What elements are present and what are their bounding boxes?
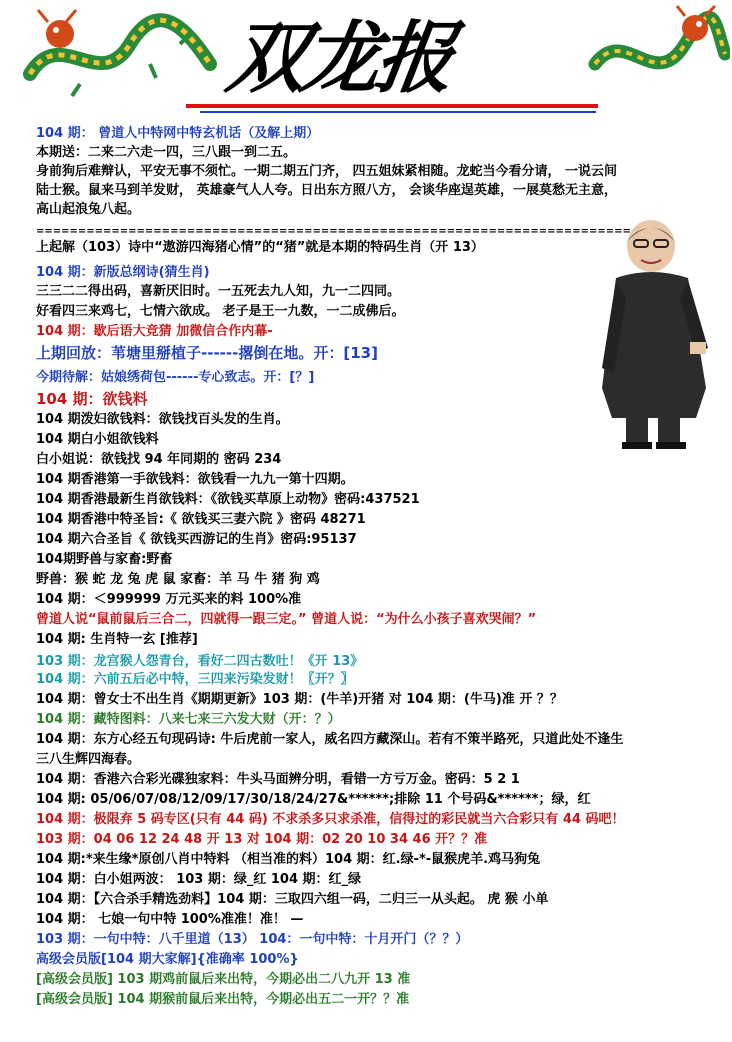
header-banner: [0, 0, 732, 120]
text-line: 好看四三来鸡七，七情六欲成。 老子是王一九数，一二成佛后。: [36, 304, 405, 319]
text-line: 104 期六合圣旨《 欲钱买西游记的生肖》密码:95137: [36, 532, 357, 547]
text-line: 104 期泼妇欲钱料：欲钱找百头发的生肖。: [36, 412, 289, 427]
text-line: [高级会员版] 104 期猴前鼠后来出特，今期必出五二一开？？准: [36, 992, 410, 1007]
text-line: 104 期：欲钱料: [36, 390, 148, 408]
dragon-right-icon: [585, 4, 730, 104]
text-line: 104 期：新版总纲诗(猜生肖): [36, 265, 210, 280]
text-line: 104 期香港最新生肖欲钱料：《欲钱买草原上动物》密码:437521: [36, 492, 420, 507]
man-figure-icon: [596, 218, 726, 450]
separator: =======================================================================: [36, 226, 631, 237]
text-line: 104 期：【六合杀手精选劲料】104 期：三取四六组一码，二归三一从头起。 虎 猴 小单: [36, 892, 549, 907]
text-line: 三三二二得出码，喜新厌旧时。一五死去九人知，九一二四同。: [36, 284, 401, 299]
page-title: 双龙报: [221, 13, 457, 104]
text-line: 本期送：二来二六走一四，三八跟一到二五。: [36, 145, 297, 160]
text-line: 104 期：东方心经五句现码诗: 牛后虎前一家人，威名四方藏深山。若有不策半路死，只道此处不逢生: [36, 732, 624, 747]
text-line: 白小姐说：欲钱找 94 年同期的 密码 234: [36, 452, 282, 467]
text-line: 104期野兽与家畜:野畜: [36, 552, 173, 567]
text-line: 103 期：04 06 12 24 48 开 13 对 104 期：02 20 10 34 46 开？？准: [36, 832, 488, 847]
title-underline-2: [200, 111, 596, 113]
text-line: 今期待解：姑娘绣荷包------专心致志。开：[？]: [36, 370, 315, 385]
text-line: 104 期：曾女士不出生肖《期期更新》103 期：(牛羊)开猪 对 104 期：(牛马)准 开 ？？: [36, 692, 563, 707]
text-line: 104 期：极限弃 5 码专区(只有 44 码) 不求杀多只求杀准，信得过的彩民就当六合彩只有 44 码吧！: [36, 812, 625, 827]
text-line: 高山起浪兔八起。: [36, 202, 141, 217]
text-line: 104 期: 05/06/07/08/12/09/17/30/18/24/27&******;排除 11 个号码&******；绿，红: [36, 792, 591, 807]
text-line: 104 期：藏特图料：八来七来三六发大财（开：？）: [36, 712, 341, 727]
text-line: 104 期：六前五后必中特，三四来污染发财！〖开？〗: [36, 672, 354, 687]
text-line: 104 期香港中特圣旨:《 欲钱买三妻六院 》密码 48271: [36, 512, 366, 527]
text-line: 103 期：一句中特：八千里道（13） 104：一句中特：十月开门（？？）: [36, 932, 469, 947]
text-line: [高级会员版] 103 期鸡前鼠后来出特，今期必出二八九开 13 准: [36, 972, 411, 987]
text-line: 上期回放：苇塘里掰植子------撂倒在地。开：[13]: [36, 344, 378, 362]
text-line: 104 期：白小姐两波： 103 期：绿_红 104 期：红_绿: [36, 872, 362, 887]
text-line: 三八生辉四海春。: [36, 752, 141, 767]
text-line: 104 期：香港六合彩光碟独家料：牛头马面辨分明，看错一方亏万金。密码：5 2 1: [36, 772, 520, 787]
text-line: 身前狗后难辩认，平安无事不须忙。一期二期五门齐， 四五姐妹紧相随。龙蛇当今看分请， 一说云间: [36, 164, 618, 179]
text-line: 104 期：歇后语大竞猜 加微信合作内幕-: [36, 324, 273, 339]
text-line: 104 期：＜999999 万元买来的料 100%准: [36, 592, 302, 607]
text-line: 曾道人说“鼠前鼠后三合二，四就得一跟三定。” 曾道人说：“为什么小孩子喜欢哭闹？”: [36, 612, 537, 627]
dragon-left-icon: [20, 4, 220, 104]
text-line: 104 期白小姐欲钱料: [36, 432, 159, 447]
text-line: 陆士猴。鼠来马到羊发财， 英雄豪气人人夸。日出东方照八方， 会谈华座逞英雄，一展莫愁无主意，: [36, 183, 618, 198]
text-line: 上起解（103）诗中“遨游四海猪心情”的“猪”就是本期的特码生肖（开 13）: [36, 240, 484, 255]
text-line: 104 期： 曾道人中特网中特玄机话（及解上期）: [36, 126, 320, 141]
text-line: 104 期:*来生缘*原创八肖中特料 （相当准的料）104 期：红.绿-*-鼠猴虎羊.鸡马狗兔: [36, 852, 541, 867]
text-line: 高级会员版[104 期大家解]{准确率 100%}: [36, 952, 299, 967]
title-underline: [186, 104, 598, 108]
text-line: 104 期香港第一手欲钱料：欲钱看一九九一第十四期。: [36, 472, 354, 487]
text-line: 103 期：龙宫猴人怨青台，看好二四古数吐！《开 13》: [36, 654, 364, 669]
text-line: 104 期: 生肖特一玄 [推荐]: [36, 632, 198, 647]
text-line: 104 期： 七娘一句中特 100%准准！准！ —: [36, 912, 304, 927]
text-line: 野兽：猴 蛇 龙 兔 虎 鼠 家畜：羊 马 牛 猪 狗 鸡: [36, 572, 320, 587]
